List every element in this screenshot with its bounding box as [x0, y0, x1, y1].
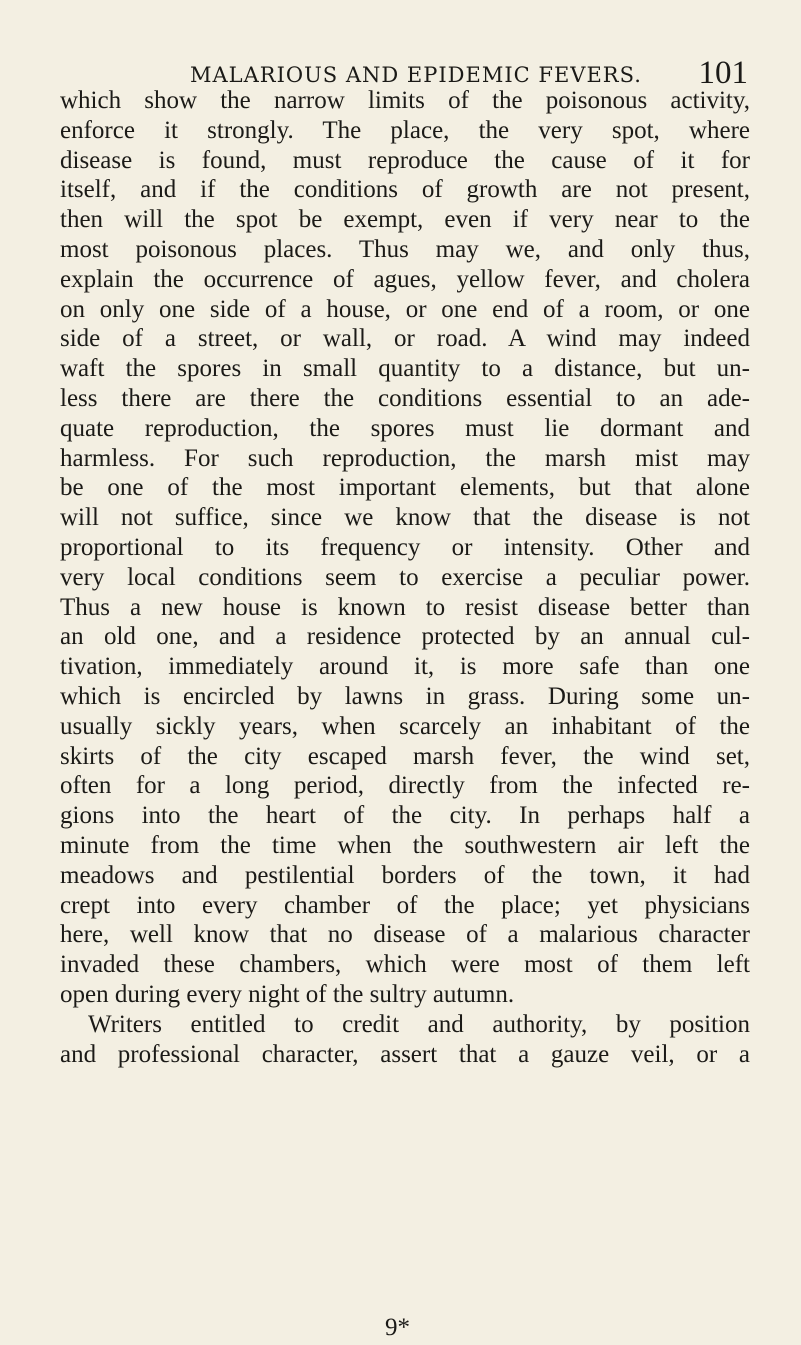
text-line: disease is found, must reproduce the cause of it for [60, 146, 750, 174]
text-line-paragraph-end: open during every night of the sultry autumn. [60, 980, 515, 1008]
text-line: will not suffice, since we know that the disease is not [60, 504, 750, 532]
text-line: most poisonous places. Thus may we, and only thus, [60, 235, 750, 263]
text-line: here, well know that no disease of a malarious character [60, 921, 750, 949]
text-line: Thus a new house is known to resist disease better than [60, 593, 750, 621]
text-line: waft the spores in small quantity to a distance, but un- [60, 355, 750, 383]
text-line: itself, and if the conditions of growth are not present, [60, 176, 750, 204]
text-line: on only one side of a house, or one end of a room, or one [60, 295, 750, 323]
text-line: explain the occurrence of agues, yellow fever, and cholera [60, 265, 750, 293]
text-line: tivation, immediately around it, is more safe than one [60, 653, 750, 681]
text-line: be one of the most important elements, but that alone [60, 474, 750, 502]
text-line-paragraph-start: Writers entitled to credit and authority, by position [88, 1010, 750, 1038]
text-line: minute from the time when the southwestern air left the [60, 831, 750, 859]
text-line: invaded these chambers, which were most of them left [60, 951, 750, 979]
text-line: then will the spot be exempt, even if very near to the [60, 206, 750, 234]
text-line: side of a street, or wall, or road. A wind may indeed [60, 325, 750, 353]
running-title: MALARIOUS AND EPIDEMIC FEVERS. [190, 63, 642, 87]
page-number: 101 [698, 55, 748, 91]
text-line: quate reproduction, the spores must lie dormant and [60, 414, 750, 442]
text-line: gions into the heart of the city. In perhaps half a [60, 802, 750, 830]
text-line: enforce it strongly. The place, the very spot, where [60, 116, 750, 144]
text-line: usually sickly years, when scarcely an inhabitant of the [60, 712, 750, 740]
text-line: harmless. For such reproduction, the marsh mist may [60, 444, 750, 472]
text-line: which is encircled by lawns in grass. During some un- [60, 682, 750, 710]
text-line: very local conditions seem to exercise a peculiar power. [60, 563, 750, 591]
text-line: less there are there the conditions essential to an ade- [60, 384, 750, 412]
text-line: proportional to its frequency or intensity. Other and [60, 533, 750, 561]
text-line: which show the narrow limits of the poisonous activity, [60, 87, 750, 114]
text-line: an old one, and a residence protected by an annual cul- [60, 623, 750, 651]
body-text [60, 86, 750, 1069]
text-line: meadows and pestilential borders of the town, it had [60, 861, 750, 889]
text-line: and professional character, assert that a gauze veil, or a [60, 1040, 750, 1068]
text-line: often for a long period, directly from the infected re- [60, 772, 750, 800]
signature-mark: 9* [385, 1314, 410, 1341]
text-line: crept into every chamber of the place; yet physicians [60, 891, 750, 919]
text-line: skirts of the city escaped marsh fever, the wind set, [60, 742, 750, 770]
